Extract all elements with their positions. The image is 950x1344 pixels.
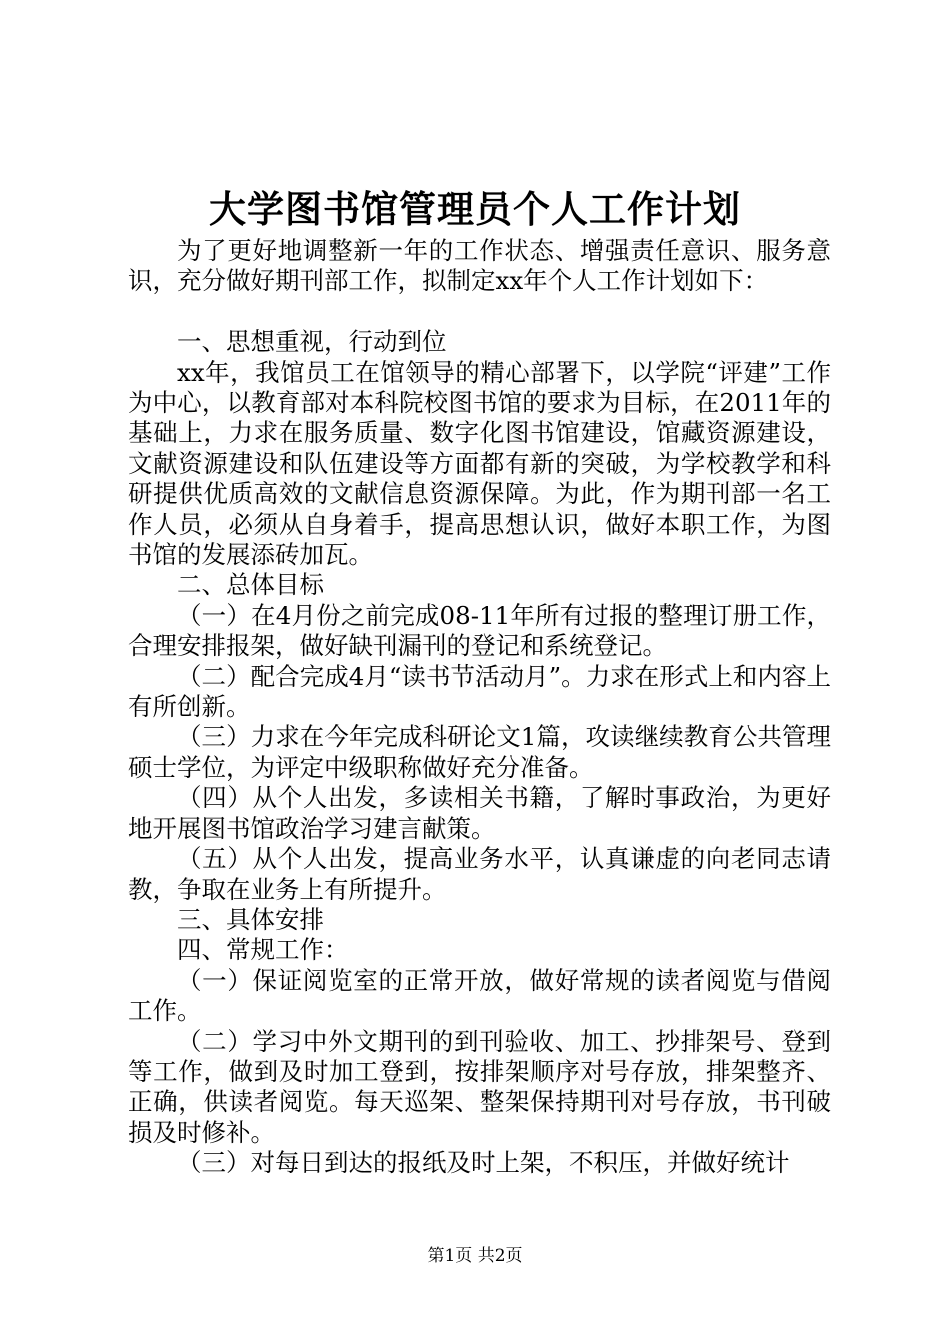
document-body bbox=[128, 236, 831, 1179]
routine-item-1: （一）保证阅览室的正常开放，做好常规的读者阅览与借阅工作。 bbox=[128, 965, 831, 1026]
goal-item-1: （一）在4月份之前完成08-11年所有过报的整理订册工作，合理安排报架，做好缺刊漏刊的登记和系统登记。 bbox=[128, 600, 831, 661]
section-heading-2: 二、总体目标 bbox=[177, 570, 324, 600]
section-heading-1: 一、思想重视，行动到位 bbox=[177, 327, 447, 357]
goal-item-5: （五）从个人出发，提高业务水平，认真谦虚的向老同志请教，争取在业务上有所提升。 bbox=[128, 844, 831, 904]
section-heading-4: 四、常规工作： bbox=[177, 935, 349, 965]
intro-paragraph: 为了更好地调整新一年的工作状态、增强责任意识、服务意识，充分做好期刊部工作，拟制定xx年个人工作计划如下： bbox=[128, 236, 831, 296]
section-1-paragraph: xx年，我馆员工在馆领导的精心部署下，以学院“评建”工作为中心，以教育部对本科院校图书馆的要求为目标，在2011年的基础上，力求在服务质量、数字化图书馆建设，馆藏资源建设，文献资源建设和队伍建设等方面都有新的突破，为学校教学和科研提供优质高效的文献信息资源保障。为此，作为期刊部一名工作人员，必须从自身着手，提高思想认识，做好本职工作，为图书馆的发展添砖加瓦。 bbox=[128, 357, 831, 570]
goal-item-2: （二）配合完成4月“读书节活动月”。力求在形式上和内容上有所创新。 bbox=[128, 661, 831, 722]
goal-item-4: （四）从个人出发，多读相关书籍，了解时事政治，为更好地开展图书馆政治学习建言献策。 bbox=[128, 783, 831, 843]
goal-item-3: （三）力求在今年完成科研论文1篇，攻读继续教育公共管理硕士学位，为评定中级职称做好充分准备。 bbox=[128, 722, 831, 782]
routine-item-3: （三）对每日到达的报纸及时上架，不积压，并做好统计 bbox=[177, 1148, 790, 1178]
routine-item-2: （二）学习中外文期刊的到刊验收、加工、抄排架号、登到等工作，做到及时加工登到，按排架顺序对号存放，排架整齐、正确，供读者阅览。每天巡架、整架保持期刊对号存放，书刊破损及时修补。 bbox=[128, 1026, 831, 1147]
section-heading-3: 三、具体安排 bbox=[177, 904, 324, 934]
page-footer: 第1页 共2页 bbox=[427, 1246, 523, 1266]
document-title: 大学图书馆管理员个人工作计划 bbox=[209, 187, 741, 231]
